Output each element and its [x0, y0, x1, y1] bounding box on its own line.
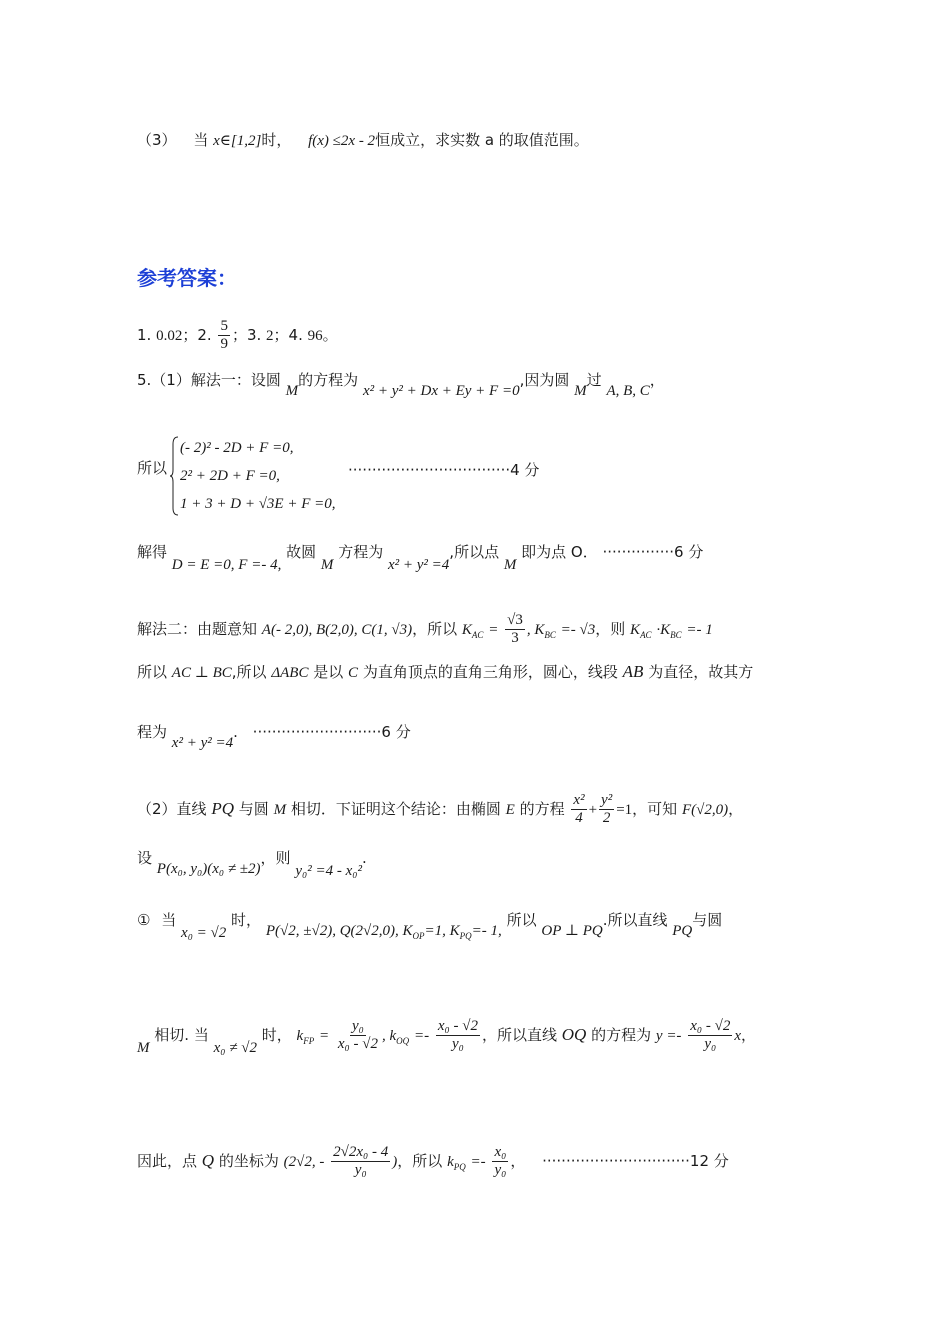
- math-PQ: PQ: [211, 799, 234, 818]
- math-AB: AB: [622, 662, 644, 681]
- point-P: P(x₀, y₀)(x₀ ≠ ±2): [156, 861, 261, 877]
- suoyi-label: 所以: [137, 459, 168, 477]
- plus: +: [588, 802, 598, 818]
- numerator: 2√2x₀ - 4: [333, 1144, 389, 1160]
- circled-one-marker: ①: [137, 911, 151, 929]
- solve-line: [137, 542, 703, 575]
- answer-2-fraction: [218, 318, 230, 353]
- text: 的方程为: [298, 371, 359, 389]
- solution-values: D = E =0, F =- 4,: [171, 557, 282, 573]
- answer-3: 2: [266, 328, 274, 344]
- q-coord-fraction: [331, 1144, 390, 1179]
- perp-math: AC ⊥ BC: [171, 665, 232, 681]
- line-eq: y =-: [655, 1028, 682, 1044]
- math-M: M: [285, 383, 299, 399]
- text: 恒成立，求实数 a 的取值范围。: [375, 131, 589, 149]
- numerator: x₀: [494, 1144, 507, 1160]
- text: 相切．下证明这个结论：由椭圆: [290, 800, 501, 818]
- condition: x₀ ≠ √2: [213, 1040, 257, 1056]
- denominator: x₀ - √2: [337, 1036, 378, 1052]
- text: 当: [193, 131, 209, 149]
- inequality-math: f(x) ≤2x - 2: [308, 133, 376, 149]
- answer-4: 96: [307, 328, 323, 344]
- circle-general-eq: x² + y² + Dx + Ey + F =0: [362, 383, 520, 399]
- method-two-line: [137, 612, 713, 647]
- equals-one: =1: [616, 802, 633, 818]
- relation: y₀² =4 - x₀²: [295, 863, 362, 879]
- kpq-fraction: [492, 1144, 508, 1179]
- text: 与圆: [238, 800, 269, 818]
- score-6a: ···············6 分: [602, 543, 704, 561]
- points-ABC: A, B, C: [606, 383, 650, 399]
- method-two-line-3: [137, 722, 411, 753]
- text: ，: [510, 1152, 526, 1170]
- text: 为直角顶点的直角三角形，圆心，线段: [362, 663, 618, 681]
- text: .: [361, 849, 367, 867]
- text: ,所以: [231, 663, 267, 681]
- line-fraction: [688, 1018, 732, 1053]
- text: 解得: [137, 543, 168, 561]
- left-brace: [170, 436, 180, 516]
- perp-math: OP ⊥ PQ: [541, 923, 603, 939]
- kfp-fraction: [336, 1018, 380, 1053]
- text: ,因为圆: [519, 371, 570, 389]
- math-M: M: [320, 557, 334, 573]
- k-label: , k: [382, 1028, 397, 1044]
- denominator: 4: [575, 810, 583, 826]
- score-12: ·······························12 分: [542, 1152, 729, 1170]
- sep: ；4.: [273, 326, 303, 344]
- text: 设: [137, 849, 153, 867]
- q5-intro-line: [137, 370, 665, 401]
- circle-eq: x² + y² =4: [387, 557, 450, 573]
- subscript: BC: [544, 630, 556, 640]
- equals: =-: [413, 1028, 430, 1044]
- method-two-line-2: [137, 662, 753, 683]
- numerator: y²: [601, 792, 613, 808]
- sep: ；2.: [182, 326, 212, 344]
- case-1-values: =1, K: [424, 923, 460, 939]
- kac-fraction: [505, 612, 525, 647]
- q-coord-open: (2√2, -: [283, 1154, 325, 1170]
- sep: ；3.: [231, 326, 262, 344]
- k-label: k: [296, 1028, 304, 1044]
- subscript: OQ: [396, 1036, 410, 1046]
- subscript: AC: [471, 630, 484, 640]
- text: ，所以: [412, 620, 458, 638]
- text: 当: [161, 911, 177, 929]
- case-2-line: [137, 1018, 756, 1058]
- k-label: ·K: [656, 622, 671, 638]
- text: 的方程为: [591, 1026, 652, 1044]
- ellipse-fraction-y: [599, 792, 614, 827]
- text: 与圆: [692, 911, 723, 929]
- math-C: C: [348, 665, 359, 681]
- math-M: M: [273, 802, 287, 818]
- text: 的坐标为: [218, 1152, 279, 1170]
- triangle-math: ΔABC: [271, 665, 309, 681]
- kbc-value: =- √3: [560, 622, 596, 638]
- text: 时，: [261, 1026, 292, 1044]
- subscript: OP: [412, 931, 425, 941]
- ellipse-fraction-x: [571, 792, 586, 827]
- condition-math: x∈[1,2]: [213, 133, 262, 149]
- text: ，可知: [632, 800, 678, 818]
- text: 是以: [313, 663, 344, 681]
- math-x: x: [734, 1028, 741, 1044]
- text: 所以: [506, 911, 537, 929]
- text: 故圆: [286, 543, 317, 561]
- text: ，所以直线: [481, 1026, 557, 1044]
- text: 相切. 当: [154, 1026, 209, 1044]
- case-1-values: P(√2, ±√2), Q(2√2,0), K: [265, 923, 413, 939]
- denominator: 2: [602, 810, 611, 826]
- k-label: K: [461, 622, 472, 638]
- part2-line-2: [137, 848, 367, 881]
- system-eq-1: (- 2)² - 2D + F =0,: [180, 440, 294, 456]
- numerator: x₀ - √2: [437, 1018, 478, 1034]
- short-answers-line: [137, 318, 338, 353]
- denominator: y₀: [354, 1162, 367, 1178]
- equals: =-: [470, 1154, 486, 1170]
- text: ，: [741, 1026, 757, 1044]
- math-M: M: [137, 1040, 150, 1056]
- product-value: =- 1: [686, 622, 713, 638]
- denominator: 3: [511, 630, 519, 646]
- equals: =: [488, 622, 499, 638]
- numerator: y₀: [352, 1018, 364, 1034]
- subscript: AC: [640, 630, 652, 640]
- question-3-line: [137, 130, 589, 151]
- text: 方程为: [338, 543, 384, 561]
- case-1-values: =- 1,: [471, 923, 502, 939]
- answers-heading: 参考答案：: [137, 266, 237, 290]
- focus-F: F(√2,0): [681, 802, 729, 818]
- math-Q: Q: [201, 1151, 215, 1170]
- numerator: x₀ - √2: [690, 1018, 731, 1034]
- system-eq-3: 1 + 3 + D + √3E + F =0,: [180, 496, 336, 512]
- score-4: ··································4 分: [348, 461, 540, 479]
- math-M: M: [574, 383, 587, 399]
- text: .所以直线: [602, 911, 668, 929]
- condition: x₀ = √2: [181, 925, 227, 941]
- k-label: K: [630, 622, 641, 638]
- text: 5.（1）解法一：设圆: [137, 371, 281, 389]
- koq-fraction: [436, 1018, 480, 1053]
- text: 过: [586, 371, 602, 389]
- text: 因此，点: [137, 1152, 198, 1170]
- numerator: 5: [220, 318, 228, 334]
- question-3-label: （3）: [137, 131, 177, 149]
- k-label: k: [447, 1154, 454, 1170]
- denominator: y₀: [451, 1036, 464, 1052]
- num: 1.: [137, 326, 152, 344]
- denominator: 9: [220, 336, 228, 352]
- final-line: [137, 1144, 729, 1179]
- text: 时，: [231, 911, 262, 929]
- text: 所以: [137, 663, 168, 681]
- system-eq-2: 2² + 2D + F =0,: [180, 468, 280, 484]
- text: ，: [649, 371, 665, 389]
- subscript: PQ: [453, 1162, 466, 1172]
- points-coords: A(- 2,0), B(2,0), C(1, √3): [261, 622, 413, 638]
- numerator: √3: [507, 612, 523, 628]
- text: ，则: [595, 620, 626, 638]
- math-M: M: [503, 557, 517, 573]
- q-coord-close: ): [392, 1154, 398, 1170]
- text: .: [233, 723, 238, 741]
- text: ，则: [260, 849, 291, 867]
- text: ，: [728, 800, 744, 818]
- subscript: FP: [303, 1036, 315, 1046]
- subscript: PQ: [459, 931, 472, 941]
- text: 为直径，故其方: [648, 663, 754, 681]
- score-6b: ···························6 分: [252, 723, 411, 741]
- part2-line-1: [137, 792, 743, 827]
- denominator: y₀: [494, 1162, 507, 1178]
- numerator: x²: [573, 792, 585, 808]
- k-label: , K: [526, 622, 545, 638]
- math-PQ: PQ: [672, 923, 693, 939]
- text: 解法二：由题意知: [137, 620, 258, 638]
- text: （2）直线: [137, 800, 207, 818]
- text: 的方程: [519, 800, 565, 818]
- text: 程为: [137, 723, 168, 741]
- answer-1: 0.02: [156, 328, 183, 344]
- math-OQ: OQ: [561, 1025, 587, 1044]
- subscript: BC: [670, 630, 682, 640]
- text: ,所以点: [449, 543, 500, 561]
- denominator: y₀: [704, 1036, 717, 1052]
- text: 时，: [261, 131, 292, 149]
- case-1-line: [137, 910, 722, 946]
- equals: =: [318, 1028, 330, 1044]
- sep: 。: [322, 326, 338, 344]
- math-E: E: [505, 802, 515, 818]
- text: ，所以: [397, 1152, 443, 1170]
- circle-eq: x² + y² =4: [171, 735, 234, 751]
- text: 即为点 O．: [521, 543, 598, 561]
